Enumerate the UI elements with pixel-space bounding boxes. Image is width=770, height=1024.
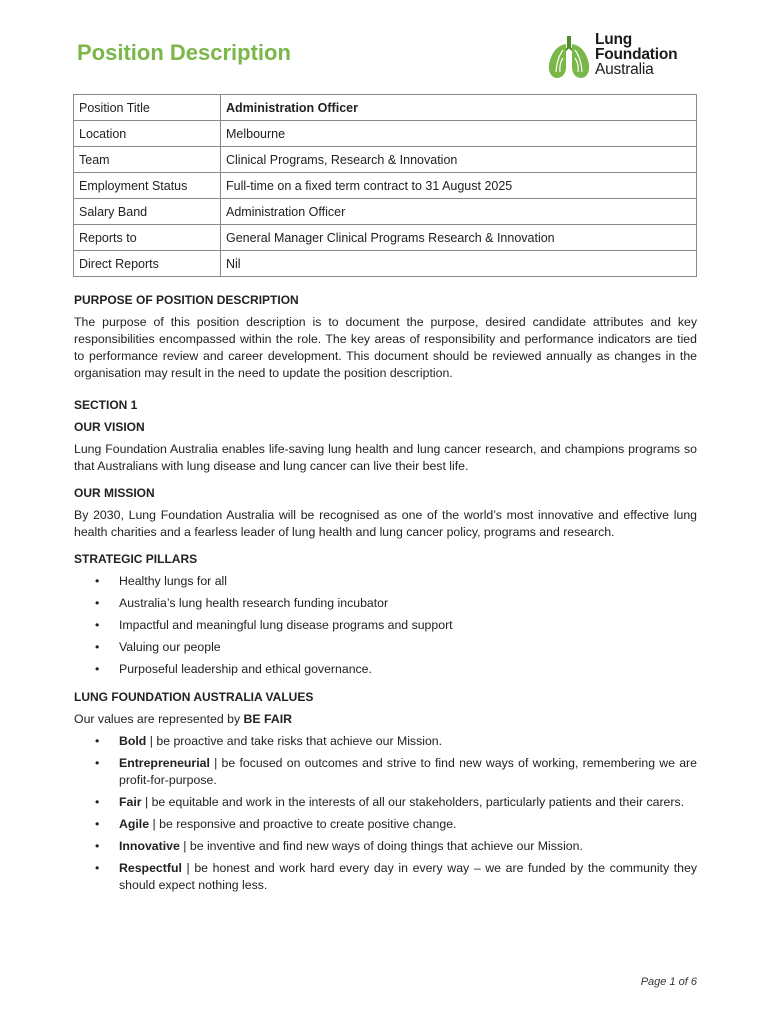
table-row xyxy=(74,121,697,147)
list-item xyxy=(119,860,697,894)
lungs-icon xyxy=(547,34,591,80)
table-row xyxy=(74,147,697,173)
row-value: Full-time on a fixed term contract to 31 August 2025 xyxy=(221,173,697,199)
value-name: Fair xyxy=(119,795,142,809)
row-label: Salary Band xyxy=(74,199,221,225)
list-item xyxy=(119,816,697,833)
table-row xyxy=(74,251,697,277)
values-list xyxy=(74,733,697,894)
row-label: Position Title xyxy=(74,95,221,121)
mission-text: By 2030, Lung Foundation Australia will be recognised as one of the world’s most innovative and effective lung health charities and a fearless leader of lung health and lung cancer policy, programs and research. xyxy=(74,508,697,539)
values-intro xyxy=(74,711,697,728)
row-label: Direct Reports xyxy=(74,251,221,277)
list-item: • Australia’s lung health research funding incubator xyxy=(119,595,697,612)
section-heading: SECTION 1 xyxy=(74,398,138,412)
value-desc: | be equitable and work in the interests of all our stakeholders, particularly patients and their carers. xyxy=(141,795,685,809)
mission-heading: OUR MISSION xyxy=(74,486,155,500)
values-acronym: BE FAIR xyxy=(243,712,293,726)
list-item xyxy=(119,733,697,750)
value-name: Innovative xyxy=(119,839,180,853)
list-item: • Valuing our people xyxy=(119,639,697,656)
document-body xyxy=(74,292,697,899)
page-title: Position Description xyxy=(77,40,291,65)
value-name: Entrepreneurial xyxy=(119,756,210,770)
logo-line-1: Lung xyxy=(595,31,633,48)
row-label: Reports to xyxy=(74,225,221,251)
row-value: General Manager Clinical Programs Research & Innovation xyxy=(221,225,697,251)
logo-line-2: Foundation xyxy=(595,46,678,63)
value-name: Bold xyxy=(119,734,147,748)
list-item: • Healthy lungs for all xyxy=(119,573,697,590)
pillars-list xyxy=(74,573,697,678)
row-label: Team xyxy=(74,147,221,173)
list-item xyxy=(119,838,697,855)
value-desc: | be inventive and find new ways of doing things that achieve our Mission. xyxy=(179,839,583,853)
list-item: • Impactful and meaningful lung disease programs and support xyxy=(119,617,697,634)
value-name: Agile xyxy=(119,817,150,831)
values-intro-text: Our values are represented by xyxy=(74,712,244,726)
purpose-text: The purpose of this position description is to document the purpose, desired candidate attributes and key responsibilities encompassed within the role. The key areas of responsibility and performance indicators are tied to performance review and career development. This document should be reviewed annually as changes in the organisation may result in the need to update the position description. xyxy=(74,315,697,380)
row-label: Employment Status xyxy=(74,173,221,199)
position-info-table xyxy=(73,94,697,277)
list-item: • Purposeful leadership and ethical governance. xyxy=(119,661,697,678)
list-item xyxy=(119,755,697,789)
table-row xyxy=(74,225,697,251)
lung-foundation-logo xyxy=(547,32,707,82)
table-row xyxy=(74,173,697,199)
page-number: Page 1 of 6 xyxy=(640,976,697,988)
value-desc: | be proactive and take risks that achieve our Mission. xyxy=(146,734,443,748)
value-desc: | be focused on outcomes and strive to find new ways of working, remembering we are profit-for-purpose. xyxy=(119,756,697,787)
value-desc: | be responsive and proactive to create positive change. xyxy=(149,817,457,831)
pillars-heading: STRATEGIC PILLARS xyxy=(74,552,198,566)
value-name: Respectful xyxy=(119,861,182,875)
row-value: Melbourne xyxy=(221,121,697,147)
purpose-heading: PURPOSE OF POSITION DESCRIPTION xyxy=(74,293,299,307)
row-label: Location xyxy=(74,121,221,147)
row-value: Clinical Programs, Research & Innovation xyxy=(221,147,697,173)
row-value: Administration Officer xyxy=(221,95,697,121)
values-heading: LUNG FOUNDATION AUSTRALIA VALUES xyxy=(74,690,314,704)
row-value: Administration Officer xyxy=(221,199,697,225)
list-item xyxy=(119,794,697,811)
value-desc: | be honest and work hard every day in every way – we are funded by the community they should expect nothing less. xyxy=(119,861,697,892)
row-value: Nil xyxy=(221,251,697,277)
table-row xyxy=(74,95,697,121)
table-row xyxy=(74,199,697,225)
vision-text: Lung Foundation Australia enables life-saving lung health and lung cancer research, and champions programs so that Australians with lung disease and lung cancer can live their best life. xyxy=(74,442,697,473)
logo-line-3: Australia xyxy=(595,61,654,78)
vision-heading: OUR VISION xyxy=(74,420,145,434)
